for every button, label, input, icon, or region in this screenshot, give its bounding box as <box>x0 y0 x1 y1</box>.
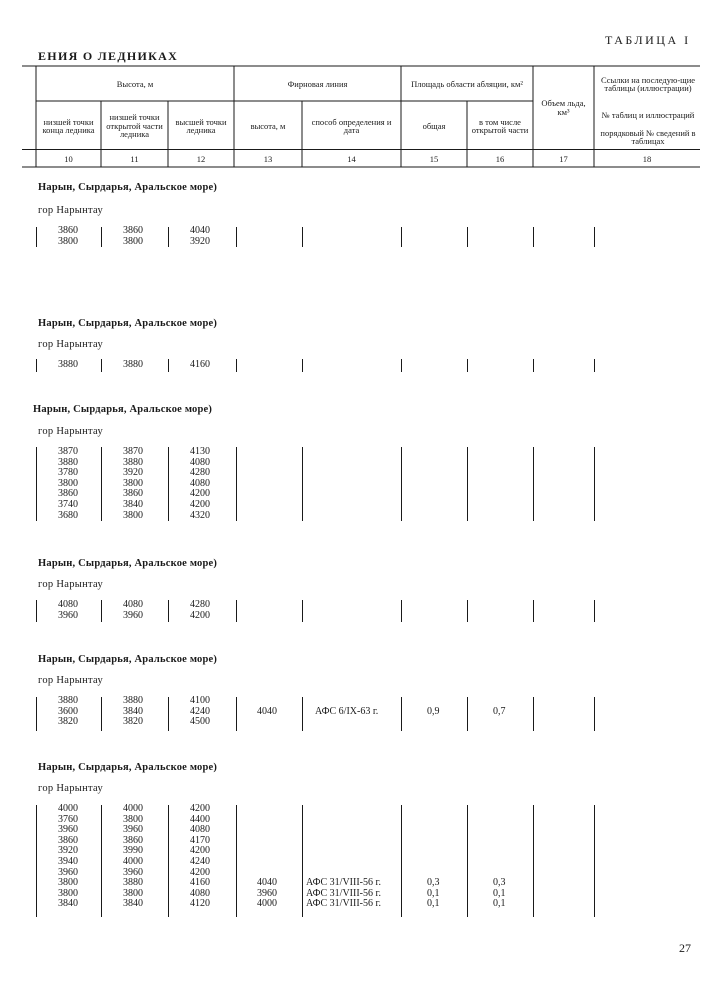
firn-method-values: АФС 6/IX-63 г. <box>315 706 379 717</box>
column-separator <box>101 227 102 247</box>
column-separator <box>101 359 102 372</box>
section-subtitle: гор Нарынтау <box>38 783 104 794</box>
column-number: 11 <box>130 154 139 164</box>
lowest-point-header: низшей точки конца ледника <box>42 116 95 135</box>
highest-point-values: 4280 4200 <box>190 599 210 621</box>
column-separator <box>594 227 595 247</box>
column-separator <box>236 600 237 622</box>
section-title: Нарын, Сырдарья, Аральское море) <box>38 654 218 665</box>
column-separator <box>467 447 468 521</box>
lowest-point-values: 3870 3880 3780 3800 3860 3740 3680 <box>58 446 78 521</box>
column-separator <box>533 805 534 917</box>
column-separator <box>168 805 169 917</box>
lowest-open-header: низшей точки открытой части ледника <box>106 112 163 140</box>
column-separator <box>101 805 102 917</box>
column-separator <box>467 227 468 247</box>
lowest-open-values: 3860 3800 <box>123 225 143 247</box>
column-separator <box>36 447 37 521</box>
area-total-header: общая <box>422 120 446 131</box>
ice-volume-header: Объем льда, км³ <box>541 98 586 117</box>
section-title: Нарын, Сырдарья, Аральское море) <box>33 404 213 415</box>
section-subtitle: гор Нарынтау <box>38 205 104 216</box>
column-separator <box>36 359 37 372</box>
firn-method-values: АФС 31/VIII-56 г. АФС 31/VIII-56 г. АФС 31/VIII-56 г. <box>306 877 381 910</box>
section-title: Нарын, Сырдарья, Аральское море) <box>38 762 218 773</box>
area-total-values: 0,9 <box>427 706 440 717</box>
column-separator <box>302 697 303 731</box>
table-label: ТАБЛИЦА I <box>605 33 691 47</box>
column-number: 18 <box>642 154 652 164</box>
column-separator <box>467 697 468 731</box>
column-separator <box>302 227 303 247</box>
column-separator <box>467 600 468 622</box>
section-subtitle: гор Нарынтау <box>38 339 104 350</box>
column-separator <box>236 805 237 917</box>
column-separator <box>236 359 237 372</box>
column-separator <box>101 697 102 731</box>
column-separator <box>302 447 303 521</box>
column-separator <box>401 697 402 731</box>
lowest-open-values: 3880 3840 3820 <box>123 695 143 728</box>
column-separator <box>401 359 402 372</box>
lowest-point-values: 3880 <box>58 359 78 370</box>
firn-group-header: Фирновая линия <box>287 78 348 89</box>
area-open-values: 0,3 0,1 0,1 <box>493 877 506 910</box>
area-open-values: 0,7 <box>493 706 506 717</box>
column-separator <box>594 600 595 622</box>
column-separator <box>36 600 37 622</box>
highest-point-header: высшей точки ледника <box>175 116 227 135</box>
refs-group-header: Ссылки на последую-щие таблицы (иллюстрации) <box>600 74 696 93</box>
column-number: 14 <box>347 154 356 164</box>
lowest-point-values: 4080 3960 <box>58 599 78 621</box>
section-subtitle: гор Нарынтау <box>38 426 104 437</box>
column-separator <box>594 447 595 521</box>
column-separator <box>168 600 169 622</box>
highest-point-values: 4200 4400 4080 4170 4200 4240 4200 4160 4080 4120 <box>190 803 210 910</box>
area-total-values: 0,3 0,1 0,1 <box>427 877 440 910</box>
column-separator <box>533 600 534 622</box>
column-separator <box>533 697 534 731</box>
column-separator <box>533 447 534 521</box>
column-separator <box>36 805 37 917</box>
area-group-header: Площадь области абляции, км² <box>411 78 523 89</box>
column-separator <box>236 697 237 731</box>
column-separator <box>36 697 37 731</box>
lowest-open-values: 3870 3880 3920 3800 3860 3840 3800 <box>123 446 143 521</box>
column-separator <box>533 359 534 372</box>
highest-point-values: 4160 <box>190 359 210 370</box>
refs-order-header: порядковый № сведений в таблицах <box>600 127 696 146</box>
section-subtitle: гор Нарынтау <box>38 579 104 590</box>
column-number: 12 <box>196 154 206 164</box>
column-separator <box>594 697 595 731</box>
column-separator <box>36 227 37 247</box>
column-separator <box>302 600 303 622</box>
column-separator <box>168 697 169 731</box>
area-open-header: в том числе открытой части <box>471 116 529 135</box>
highest-point-values: 4100 4240 4500 <box>190 695 210 728</box>
column-separator <box>168 227 169 247</box>
column-separator <box>594 805 595 917</box>
refs-tables-header: № таблиц и иллюстраций <box>601 109 695 120</box>
highest-point-values: 4040 3920 <box>190 225 210 247</box>
lowest-open-values: 3880 <box>123 359 143 370</box>
firn-height-values: 4040 3960 4000 <box>257 877 277 910</box>
column-separator <box>401 227 402 247</box>
column-separator <box>401 600 402 622</box>
lowest-open-values: 4080 3960 <box>123 599 143 621</box>
column-separator <box>302 359 303 372</box>
column-separator <box>236 447 237 521</box>
firn-method-header: способ определения и дата <box>311 116 392 135</box>
section-title: Нарын, Сырдарья, Аральское море) <box>38 182 218 193</box>
lowest-open-values: 4000 3800 3960 3860 3990 4000 3960 3880 3800 3840 <box>123 803 143 910</box>
column-separator <box>533 227 534 247</box>
column-number: 10 <box>64 154 73 164</box>
lowest-point-values: 3860 3800 <box>58 225 78 247</box>
column-number: 16 <box>495 154 505 164</box>
column-separator <box>401 805 402 917</box>
section-title: Нарын, Сырдарья, Аральское море) <box>38 558 218 569</box>
page-number: 27 <box>679 941 691 955</box>
column-separator <box>168 359 169 372</box>
column-separator <box>594 359 595 372</box>
column-separator <box>101 600 102 622</box>
column-number: 17 <box>559 154 568 164</box>
height-group-header: Высота, м <box>116 78 154 89</box>
column-separator <box>467 359 468 372</box>
lowest-point-values: 4000 3760 3960 3860 3920 3940 3960 3800 3800 3840 <box>58 803 78 910</box>
lowest-point-values: 3880 3600 3820 <box>58 695 78 728</box>
column-separator <box>168 447 169 521</box>
column-number: 15 <box>429 154 439 164</box>
column-separator <box>302 805 303 917</box>
column-separator <box>101 447 102 521</box>
firn-height-values: 4040 <box>257 706 277 717</box>
section-subtitle: гор Нарынтау <box>38 675 104 686</box>
page-heading: ЕНИЯ О ЛЕДНИКАХ <box>38 49 179 63</box>
firn-height-header: высота, м <box>250 120 286 131</box>
column-separator <box>236 227 237 247</box>
column-separator <box>467 805 468 917</box>
column-separator <box>401 447 402 521</box>
section-title: Нарын, Сырдарья, Аральское море) <box>38 318 218 329</box>
column-number: 13 <box>263 154 273 164</box>
highest-point-values: 4130 4080 4280 4080 4200 4200 4320 <box>190 446 210 521</box>
